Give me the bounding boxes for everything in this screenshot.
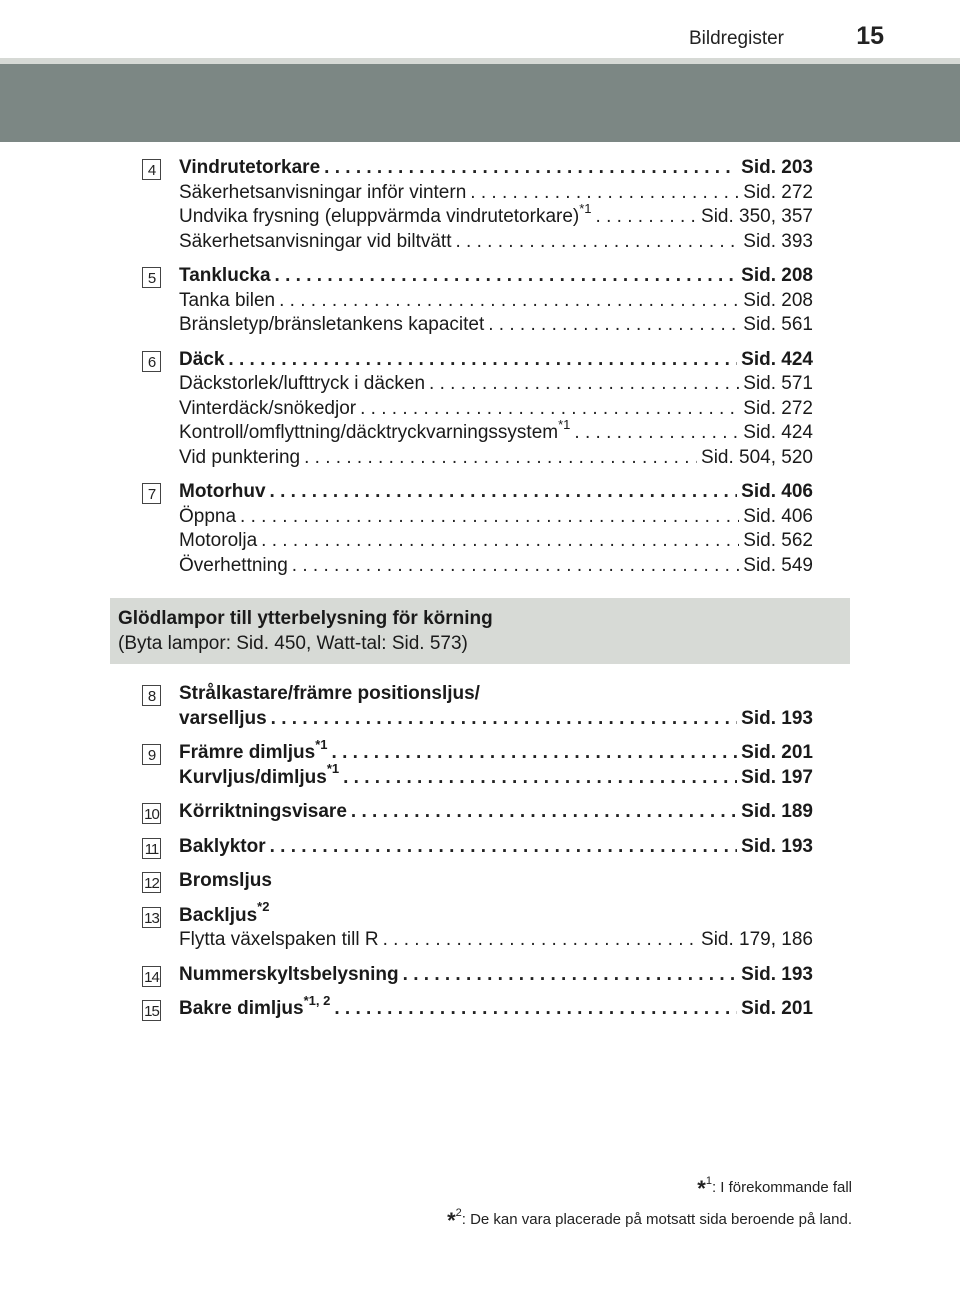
page-ref: Sid. 197	[741, 766, 813, 788]
leader-dots	[332, 741, 738, 766]
callout-marker: 11	[142, 838, 161, 859]
entry-main-row[interactable]	[179, 963, 813, 988]
index-entry-15	[0, 992, 960, 1022]
entry-title: Tanklucka	[179, 265, 271, 286]
page-ref: Sid. 561	[743, 314, 813, 335]
footnote-ref: *1	[315, 736, 328, 752]
footnote-ref: *1	[579, 200, 592, 216]
entry-main-row[interactable]	[179, 707, 813, 732]
sub-label: Flytta växelspaken till R	[179, 929, 379, 950]
page-ref: Sid. 350, 357	[701, 206, 813, 227]
entry-main-row[interactable]	[179, 348, 813, 373]
sub-label: Vid punktering	[179, 446, 301, 468]
page-ref: Sid. 193	[741, 963, 813, 985]
sub-label: Kontroll/omflyttning/däcktryckvarningssystem$^{*1}$	[179, 416, 571, 443]
entry-title: Backljus$^{*2}$	[179, 899, 270, 926]
page-ref: Sid. 201	[741, 998, 813, 1019]
callout-marker: 4	[142, 159, 161, 180]
leader-dots	[429, 372, 739, 397]
entry-title: Kurvljus/dimljus$^{*1}$	[179, 761, 340, 788]
leader-dots	[343, 766, 737, 791]
entry-title: Nummerskyltsbelysning	[179, 963, 399, 985]
index-entry-14	[0, 963, 960, 988]
entry-sub-row[interactable]	[179, 313, 813, 338]
page-ref: Sid. 571	[743, 373, 813, 394]
leader-dots	[261, 529, 739, 554]
index-entry-4	[0, 156, 960, 254]
leader-dots	[455, 230, 739, 255]
entry-title: Motorhuv	[179, 481, 266, 502]
page-ref: Sid. 393	[743, 230, 813, 252]
entry-main-row[interactable]	[179, 761, 813, 791]
entry-sub-row[interactable]	[179, 289, 813, 314]
leader-dots	[596, 205, 697, 230]
sub-label: Undvika frysning (eluppvärmda vindrutetorkare)$^{*1}$	[179, 200, 592, 227]
entry-main-row[interactable]	[179, 264, 813, 289]
callout-marker: 13	[142, 907, 161, 928]
leader-dots	[292, 554, 739, 579]
sub-label: Bränsletyp/bränsletankens kapacitet	[179, 314, 485, 335]
entry-title: Främre dimljus$^{*1}$	[179, 736, 328, 763]
entry-sub-row[interactable]	[179, 397, 813, 422]
index-content	[0, 156, 960, 1032]
top-strip	[0, 0, 960, 58]
index-entry-7	[0, 480, 960, 578]
page-ref: Sid. 549	[743, 554, 813, 576]
index-entry-6	[0, 348, 960, 471]
page-ref: Sid. 208	[741, 265, 813, 286]
leader-dots	[470, 181, 739, 206]
callout-marker: 15	[142, 1000, 161, 1021]
sub-label: Säkerhetsanvisningar vid biltvätt	[179, 230, 452, 252]
page-ref: Sid. 201	[741, 742, 813, 763]
footnote-ref: *1	[558, 416, 571, 432]
leader-dots	[240, 505, 739, 530]
page-ref: Sid. 203	[741, 157, 813, 178]
entry-title: Bromsljus	[179, 870, 272, 891]
page-ref: Sid. 193	[741, 835, 813, 857]
entry-title: Baklyktor	[179, 835, 266, 857]
entry-title: Körriktningsvisare	[179, 801, 347, 822]
leader-dots	[324, 156, 737, 181]
sub-label: Vinterdäck/snökedjor	[179, 397, 357, 419]
page-ref: Sid. 189	[741, 801, 813, 822]
header-bar-dark	[0, 64, 960, 142]
entry-main-row[interactable]	[179, 480, 813, 505]
page-ref: Sid. 179, 186	[701, 929, 813, 950]
index-entry-8	[0, 682, 960, 731]
entry-main-row[interactable]	[179, 800, 813, 825]
callout-marker: 6	[142, 351, 161, 372]
leader-dots	[403, 963, 738, 988]
sub-label: Däckstorlek/lufttryck i däcken	[179, 373, 426, 394]
leader-dots	[275, 264, 738, 289]
page-ref: Sid. 562	[743, 530, 813, 551]
page-ref: Sid. 504, 520	[701, 446, 813, 468]
sub-label: Överhettning	[179, 554, 288, 576]
section-heading-box	[110, 598, 850, 664]
entry-main-row	[179, 899, 813, 929]
header-title: Bildregister	[688, 28, 784, 49]
callout-marker: 10	[142, 803, 161, 824]
index-entry-13	[0, 899, 960, 953]
entry-sub-row[interactable]	[179, 230, 813, 255]
page-ref: Sid. 406	[741, 481, 813, 502]
entry-title-cont: varselljus	[179, 707, 267, 729]
leader-dots	[574, 421, 739, 446]
footnote-1: *$^1$: I förekommande fall	[697, 1175, 852, 1201]
footnote-ref: *2	[257, 899, 270, 915]
section-subtitle: (Byta lampor: Sid. 450, Watt-tal: Sid. 573)	[118, 633, 468, 654]
callout-marker: 12	[142, 872, 161, 893]
callout-marker: 5	[142, 267, 161, 288]
entry-sub-row[interactable]	[179, 372, 813, 397]
leader-dots	[334, 997, 737, 1022]
entry-main-row[interactable]	[179, 835, 813, 860]
callout-marker: 8	[142, 685, 161, 706]
page-number: 15	[856, 22, 884, 50]
sub-label: Öppna	[179, 505, 237, 527]
footnote-ref: *1, 2	[303, 992, 331, 1008]
entry-title: Däck	[179, 348, 225, 370]
entry-title: Bakre dimljus$^{*1, 2}$	[179, 992, 331, 1019]
sub-label: Säkerhetsanvisningar inför vintern	[179, 181, 467, 203]
leader-dots	[304, 446, 697, 471]
page-ref: Sid. 272	[743, 397, 813, 419]
leader-dots	[270, 480, 738, 505]
section-title: Glödlampor till ytterbelysning för körning	[118, 608, 493, 629]
leader-dots	[228, 348, 737, 373]
page-ref: Sid. 208	[743, 289, 813, 311]
entry-main-row	[179, 869, 813, 894]
entry-main-row[interactable]	[179, 156, 813, 181]
index-entry-12	[0, 869, 960, 894]
index-entry-11	[0, 835, 960, 860]
leader-dots	[279, 289, 739, 314]
entry-sub-row[interactable]	[179, 181, 813, 206]
footnote-ref: *1	[326, 761, 340, 777]
entry-sub-row[interactable]	[179, 505, 813, 530]
page-ref: Sid. 424	[743, 422, 813, 443]
page-ref: Sid. 424	[741, 348, 813, 370]
entry-sub-row[interactable]	[179, 200, 813, 230]
index-entry-5	[0, 264, 960, 338]
index-entry-10	[0, 800, 960, 825]
callout-marker: 14	[142, 966, 161, 987]
entry-sub-row[interactable]	[179, 416, 813, 446]
entry-title: Vindrutetorkare	[179, 157, 321, 178]
callout-marker: 7	[142, 483, 161, 504]
leader-dots	[271, 707, 738, 732]
footnote-2: *$^2$: De kan vara placerade på motsatt sida beroende på land.	[447, 1207, 852, 1233]
index-entry-9	[0, 736, 960, 790]
entry-title: Strålkastare/främre positionsljus/	[179, 683, 480, 704]
entry-sub-row[interactable]	[179, 928, 813, 953]
page-ref: Sid. 272	[743, 181, 813, 203]
leader-dots	[488, 313, 739, 338]
leader-dots	[270, 835, 738, 860]
entry-main-row[interactable]	[179, 736, 813, 766]
page-ref: Sid. 193	[741, 707, 813, 729]
entry-main-row	[179, 682, 813, 707]
leader-dots	[383, 928, 697, 953]
entry-sub-row[interactable]	[179, 554, 813, 579]
entry-main-row[interactable]	[179, 992, 813, 1022]
page-ref: Sid. 406	[743, 505, 813, 527]
sub-label: Tanka bilen	[179, 289, 276, 311]
entry-sub-row[interactable]	[179, 529, 813, 554]
entry-sub-row[interactable]	[179, 446, 813, 471]
footnotes	[447, 1172, 852, 1236]
sub-label: Motorolja	[179, 530, 258, 551]
leader-dots	[351, 800, 737, 825]
callout-marker: 9	[142, 744, 161, 765]
leader-dots	[360, 397, 739, 422]
